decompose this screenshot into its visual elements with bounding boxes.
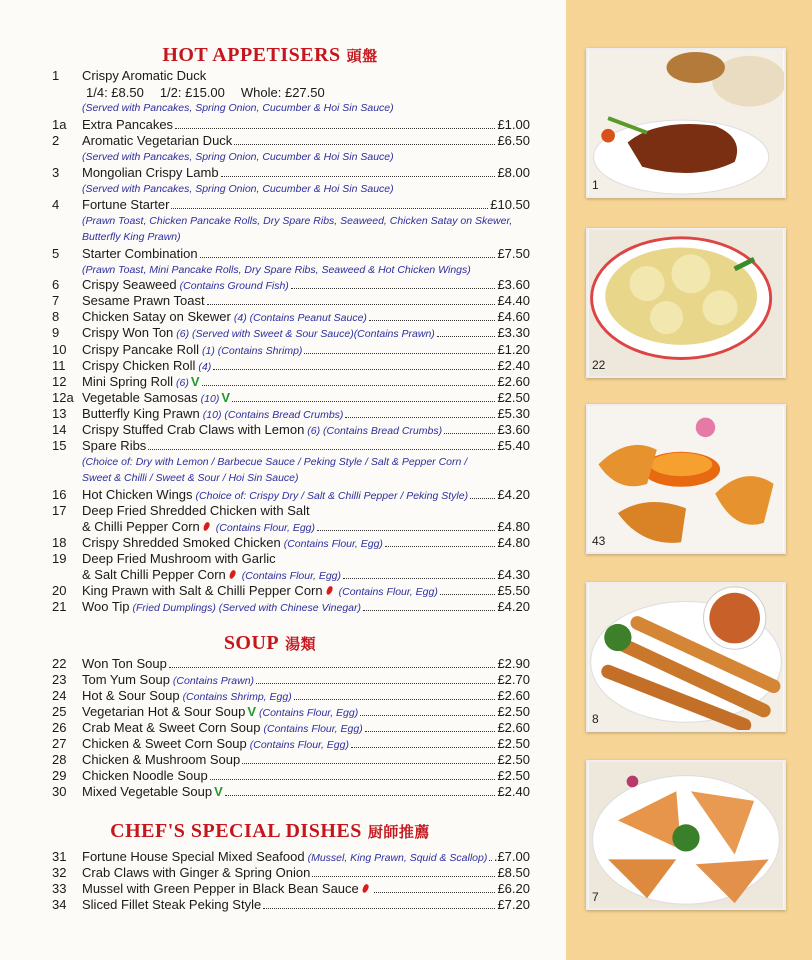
photo-number: 43 bbox=[592, 534, 606, 548]
menu-item: 12 Mini Spring Roll (6) V £2.60 bbox=[52, 374, 530, 389]
duck-illustration bbox=[588, 50, 784, 196]
menu-item: 24 Hot & Sour Soup (Contains Shrimp, Egg) £2.60 bbox=[52, 688, 530, 703]
item-note: (Choice of: Dry with Lemon / Barbecue Sauce / Peking Style / Salt & Pepper Corn / bbox=[82, 456, 468, 468]
menu-item: 8 Chicken Satay on Skewer (4) (Contains Peanut Sauce) £4.60 bbox=[52, 309, 530, 324]
menu-item: 27 Chicken & Sweet Corn Soup (Contains Flour, Egg) £2.50 bbox=[52, 736, 530, 751]
photo-number: 8 bbox=[592, 712, 599, 726]
menu-item: 19 Deep Fried Mushroom with Garlic bbox=[52, 551, 276, 566]
menu-item: 13 Butterfly King Prawn (10) (Contains Bread Crumbs) £5.30 bbox=[52, 406, 530, 421]
vegetarian-icon: V bbox=[214, 784, 223, 799]
photo-number: 22 bbox=[592, 358, 606, 372]
menu-item: 34 Sliced Fillet Steak Peking Style £7.20 bbox=[52, 897, 530, 912]
menu-item: 1 Crispy Aromatic Duck bbox=[52, 68, 207, 83]
menu-item: 31 Fortune House Special Mixed Seafood (Mussel, King Prawn, Squid & Scallop) .£7.00 bbox=[52, 849, 530, 864]
menu-item: 14 Crispy Stuffed Crab Claws with Lemon (6) (Contains Bread Crumbs) £3.60 bbox=[52, 422, 530, 437]
menu-item: & Salt Chilli Pepper Corn (Contains Flour, Egg) £4.30 bbox=[82, 567, 530, 582]
menu-item: 32 Crab Claws with Ginger & Spring Onion £8.50 bbox=[52, 865, 530, 880]
menu-item: 4 Fortune Starter £10.50 bbox=[52, 197, 530, 212]
menu-item: 11 Crispy Chicken Roll (4) £2.40 bbox=[52, 358, 530, 373]
menu-item: 18 Crispy Shredded Smoked Chicken (Contains Flour, Egg) £4.80 bbox=[52, 535, 530, 550]
toast-illustration bbox=[588, 762, 784, 908]
item-note: (Served with Pancakes, Spring Onion, Cucumber & Hoi Sin Sauce) bbox=[82, 151, 394, 163]
chilli-icon bbox=[228, 569, 236, 579]
menu-item: 25 Vegetarian Hot & Sour Soup V (Contains Flour, Egg) £2.50 bbox=[52, 704, 530, 719]
menu-item: 26 Crab Meat & Sweet Corn Soup (Contains Flour, Egg) £2.60 bbox=[52, 720, 530, 735]
vegetarian-icon: V bbox=[221, 390, 230, 405]
menu-item: 6 Crispy Seaweed (Contains Ground Fish) £3.60 bbox=[52, 277, 530, 292]
menu-item: 3 Mongolian Crispy Lamb £8.00 bbox=[52, 165, 530, 180]
menu-item: & Chilli Pepper Corn (Contains Flour, Egg) £4.80 bbox=[82, 519, 530, 534]
photo-butterfly-prawn bbox=[586, 404, 786, 554]
menu-item: 10 Crispy Pancake Roll (1) (Contains Shrimp) £1.20 bbox=[52, 342, 530, 357]
soup-heading: SOUP 湯類 bbox=[223, 632, 317, 654]
chilli-icon bbox=[202, 521, 210, 531]
photo-chicken-satay bbox=[586, 582, 786, 732]
chilli-icon bbox=[325, 585, 333, 595]
menu-item: 28 Chicken & Mushroom Soup £2.50 bbox=[52, 752, 530, 767]
photo-number: 7 bbox=[592, 890, 599, 904]
menu-item: 22 Won Ton Soup £2.90 bbox=[52, 656, 530, 671]
menu-item: 16 Hot Chicken Wings (Choice of: Crispy Dry / Salt & Chilli Pepper / Peking Style) £4.20 bbox=[52, 487, 530, 502]
menu-item: 21 Woo Tip (Fried Dumplings) (Served with Chinese Vinegar) £4.20 bbox=[52, 599, 530, 614]
photo-won-ton-soup bbox=[586, 228, 786, 378]
duck-prices: 1/4: £8.50 1/2: £15.00 Whole: £27.50 bbox=[86, 85, 325, 100]
menu-item: 2 Aromatic Vegetarian Duck £6.50 bbox=[52, 133, 530, 148]
chilli-icon bbox=[361, 883, 369, 893]
vegetarian-icon: V bbox=[247, 704, 257, 719]
item-note: (Prawn Toast, Chicken Pancake Rolls, Dry Spare Ribs, Seaweed, Chicken Satay on Skewer, bbox=[82, 215, 513, 227]
menu-item: 29 Chicken Noodle Soup £2.50 bbox=[52, 768, 530, 783]
photo-prawn-toast bbox=[586, 760, 786, 910]
menu-item: 12a Vegetable Samosas (10) V £2.50 bbox=[52, 390, 530, 405]
menu-item: 15 Spare Ribs £5.40 bbox=[52, 438, 530, 453]
item-note: (Served with Pancakes, Spring Onion, Cucumber & Hoi Sin Sauce) bbox=[82, 102, 394, 114]
photo-sidebar bbox=[566, 0, 812, 960]
hot-appetisers-heading: HOT APPETISERS 頭盤 bbox=[162, 44, 378, 66]
photo-number: 1 bbox=[592, 178, 599, 192]
menu-item: 7 Sesame Prawn Toast £4.40 bbox=[52, 293, 530, 308]
menu-item: 33 Mussel with Green Pepper in Black Bean Sauce £6.20 bbox=[52, 881, 530, 896]
menu-item: 20 King Prawn with Salt & Chilli Pepper Corn (Contains Flour, Egg) £5.50 bbox=[52, 583, 530, 598]
item-note: Butterfly King Prawn) bbox=[82, 231, 181, 243]
menu-item: 17 Deep Fried Shredded Chicken with Salt bbox=[52, 503, 310, 518]
menu-item: 23 Tom Yum Soup (Contains Prawn) £2.70 bbox=[52, 672, 530, 687]
menu-item: 30 Mixed Vegetable Soup V £2.40 bbox=[52, 784, 530, 799]
photo-crispy-duck bbox=[586, 48, 786, 198]
soup-illustration bbox=[588, 230, 784, 376]
item-note: Sweet & Chilli / Sweet & Sour / Hoi Sin Sauce) bbox=[82, 472, 299, 484]
menu-item: 9 Crispy Won Ton (6) (Served with Sweet & Sour Sauce)(Contains Prawn) £3.30 bbox=[52, 325, 530, 340]
prawn-illustration bbox=[588, 406, 784, 552]
satay-illustration bbox=[588, 584, 784, 730]
menu-item: 5 Starter Combination £7.50 bbox=[52, 246, 530, 261]
chefs-special-heading: CHEF'S SPECIAL DISHES 厨師推薦 bbox=[110, 820, 430, 842]
menu-item: 1a Extra Pancakes £1.00 bbox=[52, 117, 530, 132]
vegetarian-icon: V bbox=[190, 374, 200, 389]
item-note: (Prawn Toast, Mini Pancake Rolls, Dry Spare Ribs, Seaweed & Hot Chicken Wings) bbox=[82, 264, 471, 276]
item-note: (Served with Pancakes, Spring Onion, Cucumber & Hoi Sin Sauce) bbox=[82, 183, 394, 195]
